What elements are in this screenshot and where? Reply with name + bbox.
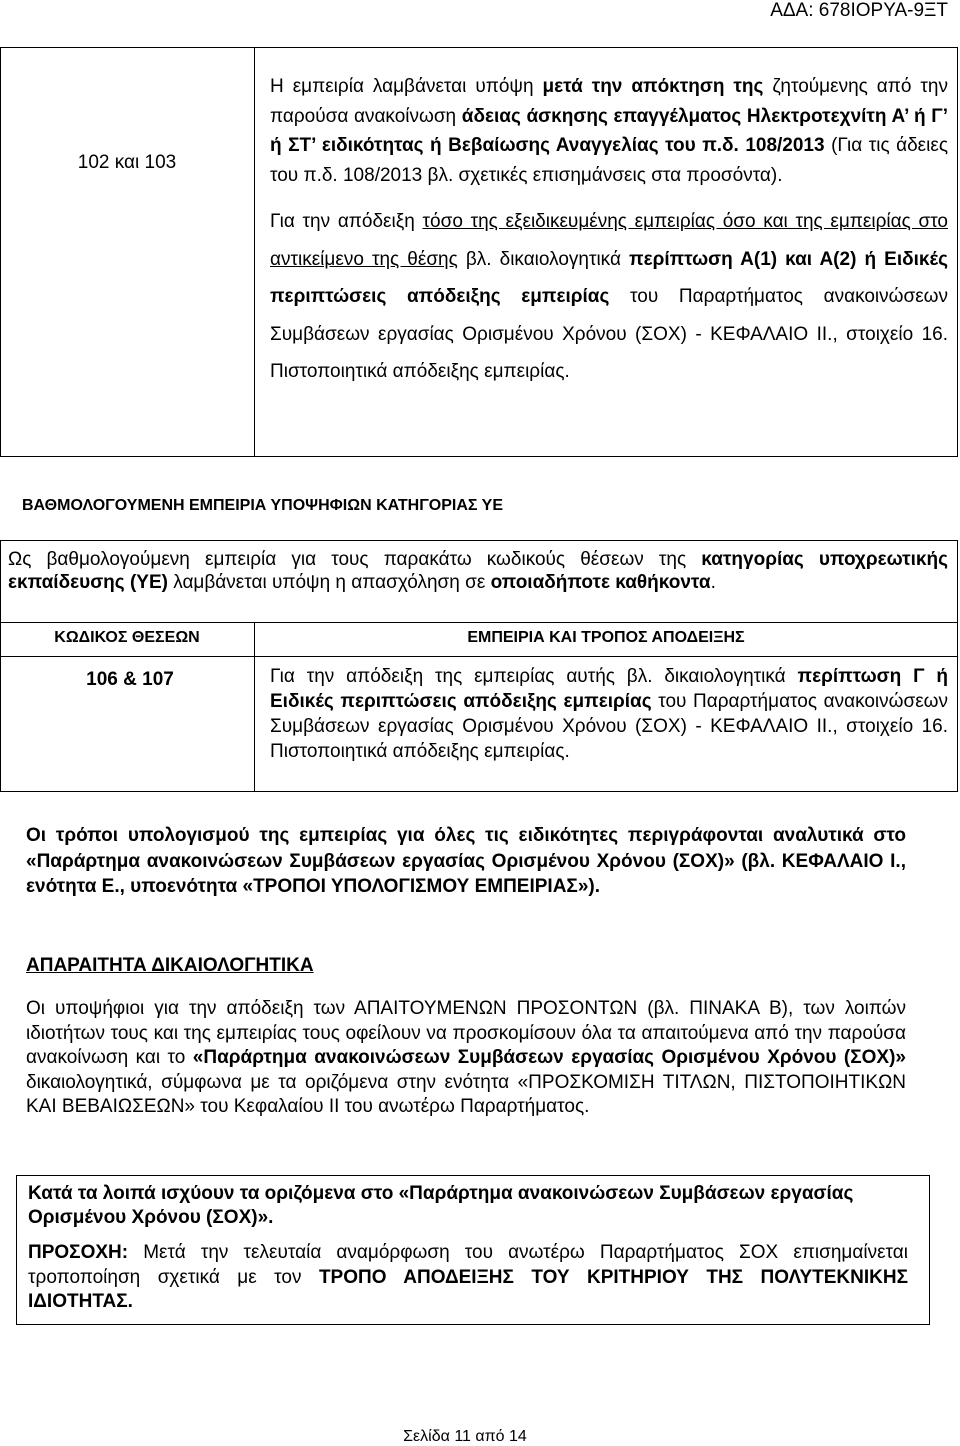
experience-paragraph	[270, 72, 948, 190]
text-run: λαμβάνεται υπόψη η απασχόληση σε	[167, 572, 491, 593]
text-run: Για την απόδειξη	[270, 211, 423, 232]
experience-proof-cell	[270, 664, 948, 764]
table-column-divider	[254, 47, 255, 457]
experience-description-cell	[270, 72, 948, 391]
position-codes-cell: 102 και 103	[77, 152, 177, 173]
calculation-methods-paragraph: Οι τρόποι υπολογισμού της εμπειρίας για όλες τις ειδικότητες περιγράφονται αναλυτικά στο «Παράρτημα ανακοινώσεων Συμβάσεων εργασίας Ορισμένου Χρόνου (ΣΟΧ)» (βλ. ΚΕΦΑΛΑΙΟ Ι., ενότητα Ε., υποενότητα «ΤΡΟΠΟΙ ΥΠΟΛΟΓΙΣΜΟΥ ΕΜΠΕΙΡΙΑΣ»).	[26, 825, 906, 897]
text-run: Για την απόδειξη της εμπειρίας αυτής βλ. δικαιολογητικά	[270, 666, 798, 687]
text-run: περίπτωση Α(1) και Α(2) ή Ειδικές περιπτώσεις απόδειξης εμπειρίας	[270, 248, 948, 307]
column-header-codes: ΚΩΔΙΚΟΣ ΘΕΣΕΩΝ	[54, 629, 200, 646]
notice-box-general-text: Κατά τα λοιπά ισχύουν τα οριζόμενα στο «Παράρτημα ανακοινώσεων Συμβάσεων εργασίας Ορισμένου Χρόνου (ΣΟΧ)».	[28, 1183, 854, 1228]
text-run: Ως βαθμολογούμενη εμπειρία για τους παρακάτω κωδικούς θέσεων της	[8, 549, 702, 570]
text-run: Οι υποψήφιοι για την απόδειξη των ΑΠΑΙΤΟΥΜΕΝΩΝ ΠΡΟΣΟΝΤΩΝ (βλ. ΠΙΝΑΚΑ Β), των λοιπών ιδιοτήτων τους και της εμπειρίας τους οφείλουν να προσκομίσουν όλα τα απαιτούμενα από την παρούσα ανακοίνωση και το	[26, 998, 906, 1068]
text-run: δικαιολογητικά, σύμφωνα με τα οριζόμενα στην ενότητα «ΠΡΟΣΚΟΜΙΣΗ ΤΙΤΛΩΝ, ΠΙΣΤΟΠΟΙΗΤΙΚΩΝ ΚΑΙ ΒΕΒΑΙΩΣΕΩΝ» του Κεφαλαίου ΙΙ του ανωτέρω Παραρτήματος.	[26, 1071, 906, 1117]
section-title: ΒΑΘΜΟΛΟΓΟΥΜΕΝΗ ΕΜΠΕΙΡΙΑ ΥΠΟΨΗΦΙΩΝ ΚΑΤΗΓΟΡΙΑΣ ΥΕ	[22, 497, 504, 514]
text-run: περίπτωση Γ ή Ειδικές περιπτώσεις απόδειξης εμπειρίας	[270, 666, 949, 712]
table-column-divider	[254, 622, 255, 792]
text-run: ΤΡΟΠΟ ΑΠΟΔΕΙΞΗΣ ΤΟΥ ΚΡΙΤΗΡΙΟΥ ΤΗΣ ΠΟΛΥΤΕΚΝΙΚΗΣ ΙΔΙΟΤΗΤΑΣ.	[28, 1266, 908, 1312]
page-number: Σελίδα 11 από 14	[403, 1428, 527, 1445]
text-run: ΠΡΟΣΟΧΗ:	[28, 1242, 129, 1263]
text-run: οποιαδήποτε καθήκοντα	[490, 572, 711, 593]
text-run: κατηγορίας υποχρεωτικής εκπαίδευσης (ΥΕ)	[8, 549, 949, 593]
text-run: «Παράρτημα ανακοινώσεων Συμβάσεων εργασίας Ορισμένου Χρόνου (ΣΟΧ)»	[192, 1047, 906, 1068]
document-ada-code: ΑΔΑ: 678ΙΟΡΥΑ-9ΞΤ	[770, 0, 948, 21]
required-documents-paragraph	[26, 997, 906, 1120]
text-run: μετά την απόκτηση της	[542, 76, 764, 97]
text-run: ζητούμενης από την παρούσα ανακοίνωση	[270, 76, 948, 127]
text-run: (Για τις άδειες του π.δ. 108/2013 βλ. σχετικές επισημάνσεις στα προσόντα).	[270, 135, 949, 186]
text-run: τόσο της εξειδικευμένης εμπειρίας όσο και της εμπειρίας στο αντικείμενο της θέσης	[270, 211, 948, 270]
table-row-divider	[0, 622, 958, 623]
text-run: άδειας άσκησης επαγγέλματος Ηλεκτροτεχνίτη Α’ ή Γ’ ή ΣΤ’ ειδικότητας ή Βεβαίωσης Αναγγελίας του π.δ. 108/2013	[270, 105, 948, 156]
notice-box-warning-text	[28, 1241, 908, 1315]
text-run: του Παραρτήματος ανακοινώσεων Συμβάσεων εργασίας Ορισμένου Χρόνου (ΣΟΧ) - ΚΕΦΑΛΑΙΟ ΙΙ., στοιχείο 16. Πιστοποιητικά απόδειξης εμπειρίας.	[270, 286, 949, 382]
position-codes-cell: 106 & 107	[86, 669, 174, 690]
table-header-divider	[0, 656, 958, 657]
text-run: .	[710, 572, 716, 593]
text-run: Η εμπειρία λαμβάνεται υπόψη	[270, 76, 543, 97]
proof-paragraph	[270, 203, 948, 391]
text-run: βλ. δικαιολογητικά	[457, 248, 630, 270]
scored-experience-intro	[8, 548, 948, 594]
column-header-experience: ΕΜΠΕΙΡΙΑ ΚΑΙ ΤΡΟΠΟΣ ΑΠΟΔΕΙΞΗΣ	[467, 629, 745, 646]
text-run: Μετά την τελευταία αναμόρφωση του ανωτέρω Παραρτήματος ΣΟΧ επισημαίνεται τροποποίηση σχετικά με τον	[28, 1242, 908, 1288]
required-documents-title: ΑΠΑΡΑΙΤΗΤΑ ΔΙΚΑΙΟΛΟΓΗΤΙΚΑ	[26, 955, 314, 976]
text-run: του Παραρτήματος ανακοινώσεων Συμβάσεων εργασίας Ορισμένου Χρόνου (ΣΟΧ) - ΚΕΦΑΛΑΙΟ ΙΙ., στοιχείο 16. Πιστοποιητικά απόδειξης εμπειρίας.	[270, 691, 949, 762]
